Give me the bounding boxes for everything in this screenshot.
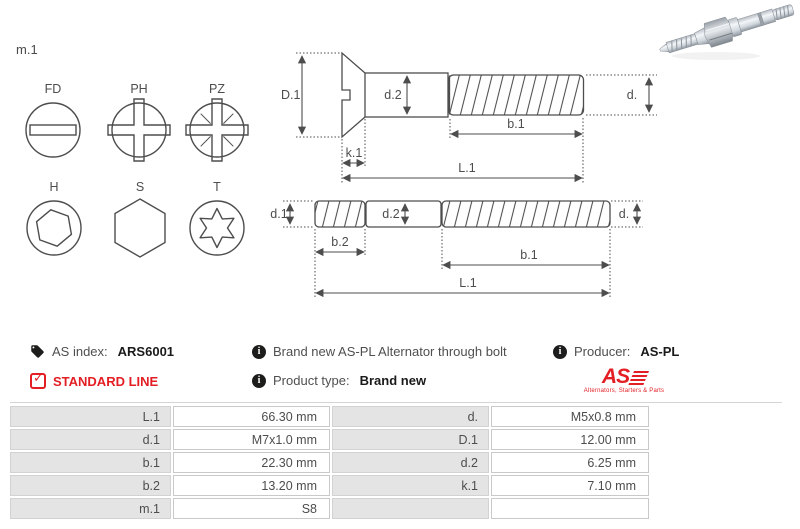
- head-type-s-label: S: [135, 180, 145, 194]
- dim-L1-label: L.1: [458, 161, 476, 175]
- tag-icon: [30, 344, 45, 359]
- info-icon: i: [252, 345, 266, 359]
- spec-label: d.1: [10, 429, 171, 450]
- dim-d-label: d.: [618, 207, 630, 221]
- standard-line-label: STANDARD LINE: [53, 373, 159, 389]
- spec-label: d.2: [332, 452, 489, 473]
- dim-b2-label: b.2: [331, 235, 349, 249]
- torx-head-icon: [190, 201, 244, 255]
- description-row: [252, 344, 507, 359]
- head-type-param-label: m.1: [16, 42, 38, 57]
- spec-label: b.1: [10, 452, 171, 473]
- spec-value: 13.20 mm: [173, 475, 330, 496]
- spec-label: D.1: [332, 429, 489, 450]
- spec-label: [332, 498, 489, 519]
- spec-value: 12.00 mm: [491, 429, 649, 450]
- checkbox-checked-icon: [30, 373, 46, 389]
- dim-k1-label: k.1: [345, 146, 363, 160]
- dim-b1-label: b.1: [507, 117, 525, 131]
- as-pl-logo: [576, 366, 672, 394]
- spec-label: m.1: [10, 498, 171, 519]
- info-icon: i: [553, 345, 567, 359]
- spec-value: 7.10 mm: [491, 475, 649, 496]
- dim-b1-label: b.1: [520, 248, 538, 262]
- head-type-fd-label: FD: [44, 82, 62, 96]
- dim-D1-label: D.1: [281, 88, 301, 102]
- info-icon: i: [252, 374, 266, 388]
- screw-head-types-diagram: [10, 78, 260, 268]
- product-type-value: Brand new: [359, 373, 427, 388]
- dim-d2-label: d.2: [382, 207, 400, 221]
- product-type-row: [252, 373, 426, 388]
- section-divider: [10, 402, 782, 403]
- dim-d2-label: d.2: [384, 88, 402, 102]
- head-type-t-label: T: [213, 180, 221, 194]
- spec-table: [10, 406, 649, 519]
- head-type-h-label: H: [49, 180, 59, 194]
- spec-label: L.1: [10, 406, 171, 427]
- product-photo[interactable]: [650, 0, 795, 65]
- as-logo-text: AS: [601, 365, 630, 388]
- stud-drawing: [270, 201, 643, 298]
- producer-row: [553, 344, 679, 359]
- slotted-head-icon: [26, 103, 80, 157]
- spec-label: b.2: [10, 475, 171, 496]
- hex-socket-head-icon: [27, 201, 81, 255]
- phillips-head-icon: [108, 99, 170, 161]
- product-type-label: Product type:: [273, 373, 350, 388]
- countersunk-bolt-drawing: [281, 53, 657, 183]
- spec-value: S8: [173, 498, 330, 519]
- spec-value: M7x1.0 mm: [173, 429, 330, 450]
- hex-external-head-icon: [115, 199, 165, 257]
- spec-value: 6.25 mm: [491, 452, 649, 473]
- as-logo-flag-icon: [628, 371, 649, 386]
- producer-value: AS-PL: [640, 344, 680, 359]
- dim-d-label: d.: [626, 88, 638, 102]
- as-index-value: ARS6001: [117, 344, 175, 359]
- technical-drawings: [270, 40, 665, 310]
- head-type-ph-label: PH: [130, 82, 148, 96]
- product-description: Brand new AS-PL Alternator through bolt: [273, 344, 507, 359]
- dim-L1-label: L.1: [459, 276, 477, 290]
- spec-value: 66.30 mm: [173, 406, 330, 427]
- as-index-row: [30, 344, 174, 359]
- pozidriv-head-icon: [186, 99, 248, 161]
- standard-line-row: [30, 373, 158, 389]
- head-type-pz-label: PZ: [209, 82, 225, 96]
- spec-value: [491, 498, 649, 519]
- dim-d1-label: d.1: [270, 207, 288, 221]
- spec-value: M5x0.8 mm: [491, 406, 649, 427]
- as-index-label: AS index:: [52, 344, 108, 359]
- producer-label: Producer:: [574, 344, 631, 359]
- as-logo-tagline: Alternators, Starters & Parts: [583, 388, 665, 394]
- spec-value: 22.30 mm: [173, 452, 330, 473]
- spec-label: d.: [332, 406, 489, 427]
- spec-label: k.1: [332, 475, 489, 496]
